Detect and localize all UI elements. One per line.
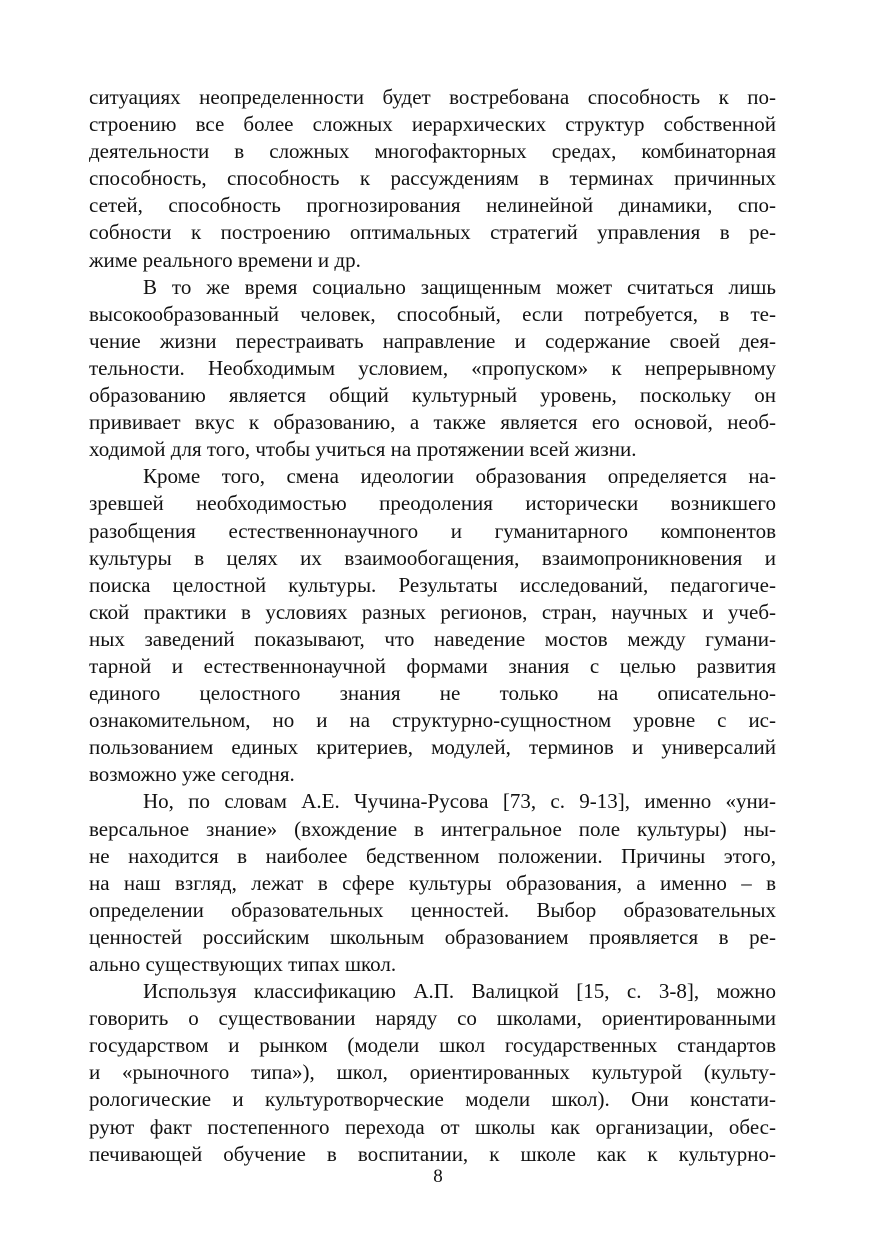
paragraph (89, 84, 776, 274)
text-line: разобщения естественнонаучного и гуманитарного компонентов (89, 518, 776, 543)
text-line: тельности. Необходимым условием, «пропуском» к непрерывному (89, 355, 776, 380)
text-line: способность, способность к рассуждениям в терминах причинных (89, 166, 776, 191)
text-line: собности к построению оптимальных стратегий управления в ре- (89, 220, 776, 245)
text-line: сетей, способность прогнозирования нелинейной динамики, спо- (89, 193, 776, 218)
page-body (89, 84, 776, 1168)
text-line: Кроме того, смена идеологии образования определяется на- (143, 464, 776, 489)
text-line: В то же время социально защищенным может считаться лишь (143, 274, 776, 299)
text-line: ных заведений показывают, что наведение мостов между гумани- (89, 626, 776, 651)
text-line: пользованием единых критериев, модулей, терминов и универсалий (89, 735, 776, 760)
text-line: культуры в целях их взаимообогащения, взаимопроникновения и (89, 545, 776, 570)
text-line: государством и рынком (модели школ государственных стандартов (89, 1033, 776, 1058)
text-line: ценностей российским школьным образованием проявляется в ре- (89, 924, 776, 949)
text-line: ально существующих типах школ. (89, 952, 397, 976)
text-line: высокообразованный человек, способный, если потребуется, в те- (89, 301, 776, 326)
text-line: возможно уже сегодня. (89, 762, 295, 787)
text-line: ходимой для того, чтобы учиться на протяжении всей жизни. (89, 437, 637, 462)
text-line: ситуациях неопределенности будет востребована способность к по- (89, 85, 776, 109)
text-line: на наш взгляд, лежат в сфере культуры образования, а именно – в (89, 870, 776, 895)
text-line: руют факт постепенного перехода от школы как организации, обес- (89, 1114, 776, 1139)
text-line: Используя классификацию А.П. Валицкой [15, с. 3-8], можно (143, 979, 776, 1004)
text-line: зревшей необходимостью преодоления исторически возникшего (89, 491, 776, 516)
text-line: прививает вкус к образованию, а также является его основой, необ- (89, 410, 776, 435)
text-line: образованию является общий культурный уровень, поскольку он (89, 383, 776, 408)
text-line: рологические и культуротворческие модели школ). Они констати- (89, 1087, 776, 1112)
text-line: говорить о существовании наряду со школами, ориентированными (89, 1006, 776, 1031)
text-line: версальное знание» (вхождение в интегральное поле культуры) ны- (89, 816, 776, 841)
text-line: тарной и естественнонаучной формами знания с целью развития (89, 653, 776, 678)
text-line: деятельности в сложных многофакторных средах, комбинаторная (89, 139, 776, 164)
paragraph (89, 788, 776, 978)
text-line: печивающей обучение в воспитании, к школе как к культурно- (89, 1141, 776, 1166)
text-line: определении образовательных ценностей. Выбор образовательных (89, 897, 776, 922)
text-line: ской практики в условиях разных регионов, стран, научных и учеб- (89, 599, 776, 624)
text-line: Но, по словам А.Е. Чучина-Русова [73, с. 9-13], именно «уни- (143, 789, 776, 814)
paragraph (89, 274, 776, 464)
page-number: 8 (433, 1166, 443, 1187)
text-line: не находится в наиболее бедственном положении. Причины этого, (89, 843, 776, 868)
text-line: и «рыночного типа»), школ, ориентированных культурой (культу- (89, 1060, 776, 1085)
text-line: поиска целостной культуры. Результаты исследований, педагогиче- (89, 572, 776, 597)
text-line: жиме реального времени и др. (89, 247, 361, 272)
text-line: строению все более сложных иерархических структур собственной (89, 112, 776, 137)
paragraph (89, 978, 776, 1168)
text-line: единого целостного знания не только на описательно- (89, 681, 776, 706)
text-line: чение жизни перестраивать направление и содержание своей дея- (89, 328, 776, 353)
paragraph (89, 463, 776, 788)
text-line: ознакомительном, но и на структурно-сущностном уровне с ис- (89, 708, 776, 733)
